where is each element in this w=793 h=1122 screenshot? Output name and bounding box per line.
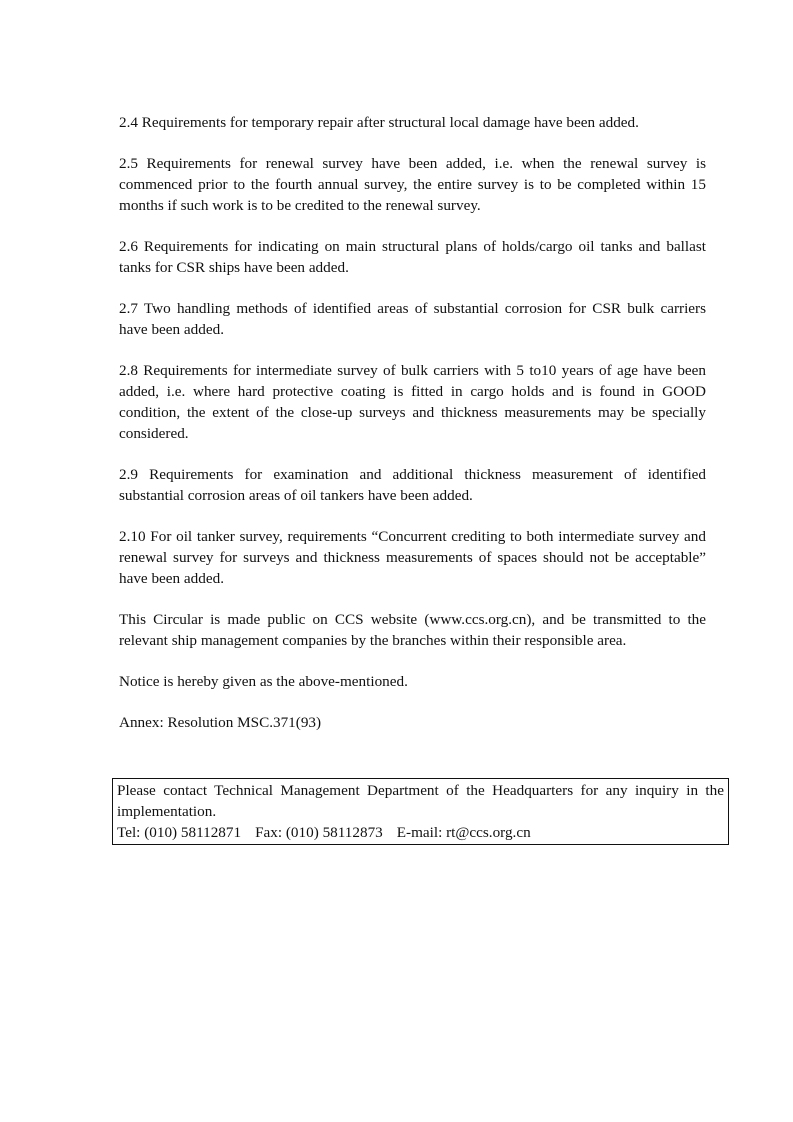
contact-email[interactable]: E-mail: rt@ccs.org.cn [396, 824, 531, 841]
annex-reference: Annex: Resolution MSC.371(93) [119, 714, 322, 731]
contact-instruction: Please contact Technical Management Department of the Headquarters for any inquiry in the implementation. [117, 782, 724, 820]
paragraph-2-4: 2.4 Requirements for temporary repair after structural local damage have been added. [119, 114, 639, 131]
document-body [119, 112, 706, 753]
contact-telephone: Tel: (010) 58112871 [117, 824, 242, 841]
paragraph-2-6: 2.6 Requirements for indicating on main structural plans of holds/cargo oil tanks and ballast tanks for CSR ships have been added. [119, 238, 706, 276]
contact-details [117, 822, 724, 843]
paragraph-2-10: 2.10 For oil tanker survey, requirements “Concurrent crediting to both intermediate survey and renewal survey for surveys and thickness measurements of spaces should not be acceptable” have been added. [119, 528, 706, 587]
paragraph-2-7: 2.7 Two handling methods of identified areas of substantial corrosion for CSR bulk carriers have been added. [119, 300, 706, 338]
contact-fax: Fax: (010) 58112873 [255, 824, 383, 841]
paragraph-2-9: 2.9 Requirements for examination and additional thickness measurement of identified substantial corrosion areas of oil tankers have been added. [119, 466, 706, 504]
paragraph-2-5: 2.5 Requirements for renewal survey have been added, i.e. when the renewal survey is commenced prior to the fourth annual survey, the entire survey is to be completed within 15 months if such work is to be credited to the renewal survey. [119, 155, 706, 214]
paragraph-2-8: 2.8 Requirements for intermediate survey of bulk carriers with 5 to10 years of age have been added, i.e. where hard protective coating is fitted in cargo holds and is found in GOOD condition, the extent of the close-up surveys and thickness measurements may be specially considered. [119, 362, 706, 442]
circular-publication-note: This Circular is made public on CCS website (www.ccs.org.cn), and be transmitted to the relevant ship management companies by the branches within their responsible area. [119, 611, 706, 649]
notice-statement: Notice is hereby given as the above-mentioned. [119, 673, 408, 690]
contact-info-box [112, 778, 729, 845]
